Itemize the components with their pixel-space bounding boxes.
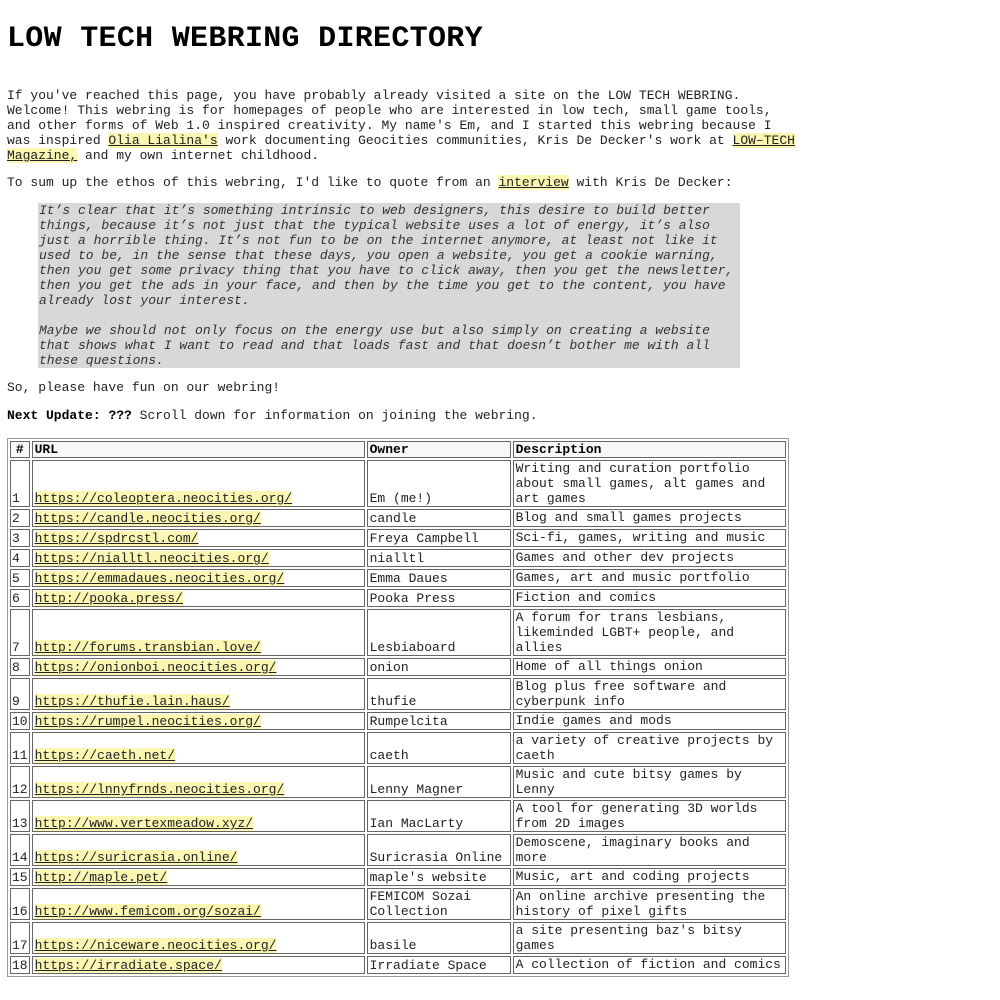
site-link[interactable]: https://rumpel.neocities.org/ bbox=[34, 714, 261, 729]
row-number: 4 bbox=[10, 549, 30, 567]
table-row bbox=[10, 766, 786, 798]
row-number: 2 bbox=[10, 509, 30, 527]
site-link[interactable]: https://caeth.net/ bbox=[34, 748, 176, 763]
row-owner: Emma Daues bbox=[367, 569, 511, 587]
table-row bbox=[10, 549, 786, 567]
row-number: 11 bbox=[10, 732, 30, 764]
site-link[interactable]: https://irradiate.space/ bbox=[34, 958, 222, 973]
table-row bbox=[10, 589, 786, 607]
intro-paragraph bbox=[7, 88, 797, 163]
row-url-cell bbox=[32, 888, 365, 920]
row-url-cell bbox=[32, 678, 365, 710]
row-url-cell bbox=[32, 589, 365, 607]
row-number: 8 bbox=[10, 658, 30, 676]
next-update-value: ??? bbox=[108, 408, 132, 423]
next-update-text: Scroll down for information on joining the webring. bbox=[131, 408, 538, 423]
row-owner: Rumpelcita bbox=[367, 712, 511, 730]
site-link[interactable]: http://forums.transbian.love/ bbox=[34, 640, 261, 655]
row-number: 10 bbox=[12, 714, 28, 729]
row-description: Demoscene, imaginary books and more bbox=[513, 834, 786, 866]
webring-directory-table bbox=[7, 438, 789, 977]
page-title: LOW TECH WEBRING DIRECTORY bbox=[7, 22, 483, 56]
row-number: 1 bbox=[10, 460, 30, 507]
row-description: Music and cute bitsy games by Lenny bbox=[513, 766, 786, 798]
site-link[interactable]: https://suricrasia.online/ bbox=[34, 850, 238, 865]
row-description: A collection of fiction and comics bbox=[513, 956, 786, 974]
row-number: 5 bbox=[10, 569, 30, 587]
table-row bbox=[10, 609, 786, 656]
site-link[interactable]: https://thufie.lain.haus/ bbox=[34, 694, 230, 709]
quote-paragraph-2: Maybe we should not only focus on the energy use but also simply on creating a website that shows what I want to read and that loads fast and that doesn’t bother me with all these questions. bbox=[39, 323, 710, 368]
site-link[interactable]: http://pooka.press/ bbox=[34, 591, 183, 606]
row-description: Games and other dev projects bbox=[513, 549, 786, 567]
table-row bbox=[10, 678, 786, 710]
row-description: Home of all things onion bbox=[513, 658, 786, 676]
row-number: 3 bbox=[10, 529, 30, 547]
row-url-cell bbox=[32, 922, 365, 954]
row-number: 15 bbox=[12, 870, 28, 885]
row-owner: thufie bbox=[367, 678, 511, 710]
have-fun-text: So, please have fun on our webring! bbox=[7, 380, 281, 395]
row-url-cell bbox=[32, 549, 365, 567]
row-number: 6 bbox=[10, 589, 30, 607]
row-url-cell bbox=[32, 609, 365, 656]
row-url-cell bbox=[32, 529, 365, 547]
site-link[interactable]: https://coleoptera.neocities.org/ bbox=[34, 491, 293, 506]
ethos-text-2: with Kris De Decker: bbox=[568, 175, 733, 190]
table-row bbox=[10, 509, 786, 527]
row-url-cell bbox=[32, 800, 365, 832]
row-description: a site presenting baz's bitsy games bbox=[513, 922, 786, 954]
table-row bbox=[10, 712, 786, 730]
row-number: 16 bbox=[10, 888, 30, 920]
row-number: 12 bbox=[10, 766, 30, 798]
row-description: An online archive presenting the history of pixel gifts bbox=[513, 888, 786, 920]
olia-lialina-link[interactable]: Olia Lialina's bbox=[108, 133, 218, 148]
site-link[interactable]: https://emmadaues.neocities.org/ bbox=[34, 571, 285, 586]
row-owner: maple's website bbox=[367, 868, 511, 886]
ethos-text-1: To sum up the ethos of this webring, I'd like to quote from an bbox=[7, 175, 499, 190]
site-link[interactable]: https://onionboi.neocities.org/ bbox=[34, 660, 277, 675]
kris-de-decker-quote bbox=[38, 203, 740, 368]
site-link[interactable]: http://www.femicom.org/sozai/ bbox=[34, 904, 261, 919]
table-row bbox=[10, 569, 786, 587]
interview-link[interactable]: interview bbox=[498, 175, 569, 190]
intro-text-1: If you've reached this page, you have probably already visited a site on the LOW TECH WEBRING. Welcome! This webring is for homepages of people who are interested in low tech, small game tools, and other forms of Web 1.0 inspired creativity. My name's Em, and I started this webring because I was inspired bbox=[7, 88, 772, 148]
row-description: Blog plus free software and cyberpunk info bbox=[513, 678, 786, 710]
row-description: Music, art and coding projects bbox=[513, 868, 786, 886]
row-url-cell bbox=[32, 956, 365, 974]
table-row bbox=[10, 922, 786, 954]
site-link[interactable]: http://maple.pet/ bbox=[34, 870, 168, 885]
row-owner: Freya Campbell bbox=[367, 529, 511, 547]
row-owner: Irradiate Space bbox=[367, 956, 511, 974]
row-owner: candle bbox=[367, 509, 511, 527]
row-owner: caeth bbox=[367, 732, 511, 764]
row-description: Indie games and mods bbox=[513, 712, 786, 730]
table-row bbox=[10, 529, 786, 547]
header-number: # bbox=[10, 441, 30, 458]
row-url-cell bbox=[32, 868, 365, 886]
next-update-label: Next Update: bbox=[7, 408, 101, 423]
row-number: 18 bbox=[12, 958, 28, 973]
row-description: A tool for generating 3D worlds from 2D images bbox=[513, 800, 786, 832]
row-owner: Lesbiaboard bbox=[367, 609, 511, 656]
header-url: URL bbox=[32, 441, 365, 458]
header-owner: Owner bbox=[367, 441, 511, 458]
low-tech-magazine-link[interactable]: LOW–TECH Magazine, bbox=[7, 133, 795, 163]
table-row bbox=[10, 460, 786, 507]
site-link[interactable]: https://niceware.neocities.org/ bbox=[34, 938, 277, 953]
site-link[interactable]: http://www.vertexmeadow.xyz/ bbox=[34, 816, 254, 831]
table-row bbox=[10, 800, 786, 832]
row-url-cell bbox=[32, 569, 365, 587]
row-url-cell bbox=[32, 766, 365, 798]
row-description: A forum for trans lesbians, likeminded LGBT+ people, and allies bbox=[513, 609, 786, 656]
row-owner: onion bbox=[367, 658, 511, 676]
row-owner: nialltl bbox=[367, 549, 511, 567]
row-owner: Ian MacLarty bbox=[367, 800, 511, 832]
table-row bbox=[10, 732, 786, 764]
row-number: 9 bbox=[10, 678, 30, 710]
ethos-paragraph bbox=[7, 175, 992, 190]
site-link[interactable]: https://candle.neocities.org/ bbox=[34, 511, 261, 526]
row-number: 17 bbox=[10, 922, 30, 954]
header-description: Description bbox=[513, 441, 786, 458]
table-row bbox=[10, 834, 786, 866]
row-url-cell bbox=[32, 460, 365, 507]
table-row bbox=[10, 956, 786, 974]
row-url-cell bbox=[32, 732, 365, 764]
row-number: 13 bbox=[10, 800, 30, 832]
row-description: Sci-fi, games, writing and music bbox=[513, 529, 786, 547]
row-owner: Lenny Magner bbox=[367, 766, 511, 798]
row-description: Games, art and music portfolio bbox=[513, 569, 786, 587]
intro-text-3: and my own internet childhood. bbox=[77, 148, 320, 163]
row-owner: Suricrasia Online bbox=[367, 834, 511, 866]
row-owner: basile bbox=[367, 922, 511, 954]
site-link[interactable]: https://spdrcstl.com/ bbox=[34, 531, 199, 546]
row-url-cell bbox=[32, 834, 365, 866]
row-number: 7 bbox=[10, 609, 30, 656]
quote-paragraph-1: It’s clear that it’s something intrinsic to web designers, this desire to build better things, because it’s not just that the typical website uses a lot of energy, it’s also just a horrible thing. It’s not fun to be on the internet anymore, at least not like it used to be, in the sense that these days, you open a website, you get a cookie warning, then you get some privacy thing that you have to click away, then you get the newsletter, then you get the ads in your face, and then by the time you get to the content, you have already lost your interest. bbox=[39, 203, 734, 308]
site-link[interactable]: https://lnnyfrnds.neocities.org/ bbox=[34, 782, 285, 797]
row-owner: FEMICOM Sozai Collection bbox=[367, 888, 511, 920]
table-body bbox=[10, 460, 786, 974]
site-link[interactable]: https://nialltl.neocities.org/ bbox=[34, 551, 269, 566]
intro-text-2: work documenting Geocities communities, Kris De Decker's work at bbox=[217, 133, 733, 148]
row-owner: Pooka Press bbox=[367, 589, 511, 607]
page-content bbox=[7, 20, 992, 977]
table-row bbox=[10, 888, 786, 920]
row-description: Blog and small games projects bbox=[513, 509, 786, 527]
row-description: a variety of creative projects by caeth bbox=[513, 732, 786, 764]
table-row bbox=[10, 658, 786, 676]
table-header-row bbox=[10, 441, 786, 458]
row-url-cell bbox=[32, 509, 365, 527]
table-row bbox=[10, 868, 786, 886]
row-number: 14 bbox=[10, 834, 30, 866]
row-description: Writing and curation portfolio about small games, alt games and art games bbox=[513, 460, 786, 507]
next-update-line bbox=[7, 408, 992, 423]
row-url-cell bbox=[32, 658, 365, 676]
row-owner: Em (me!) bbox=[367, 460, 511, 507]
row-description: Fiction and comics bbox=[513, 589, 786, 607]
row-url-cell bbox=[32, 712, 365, 730]
